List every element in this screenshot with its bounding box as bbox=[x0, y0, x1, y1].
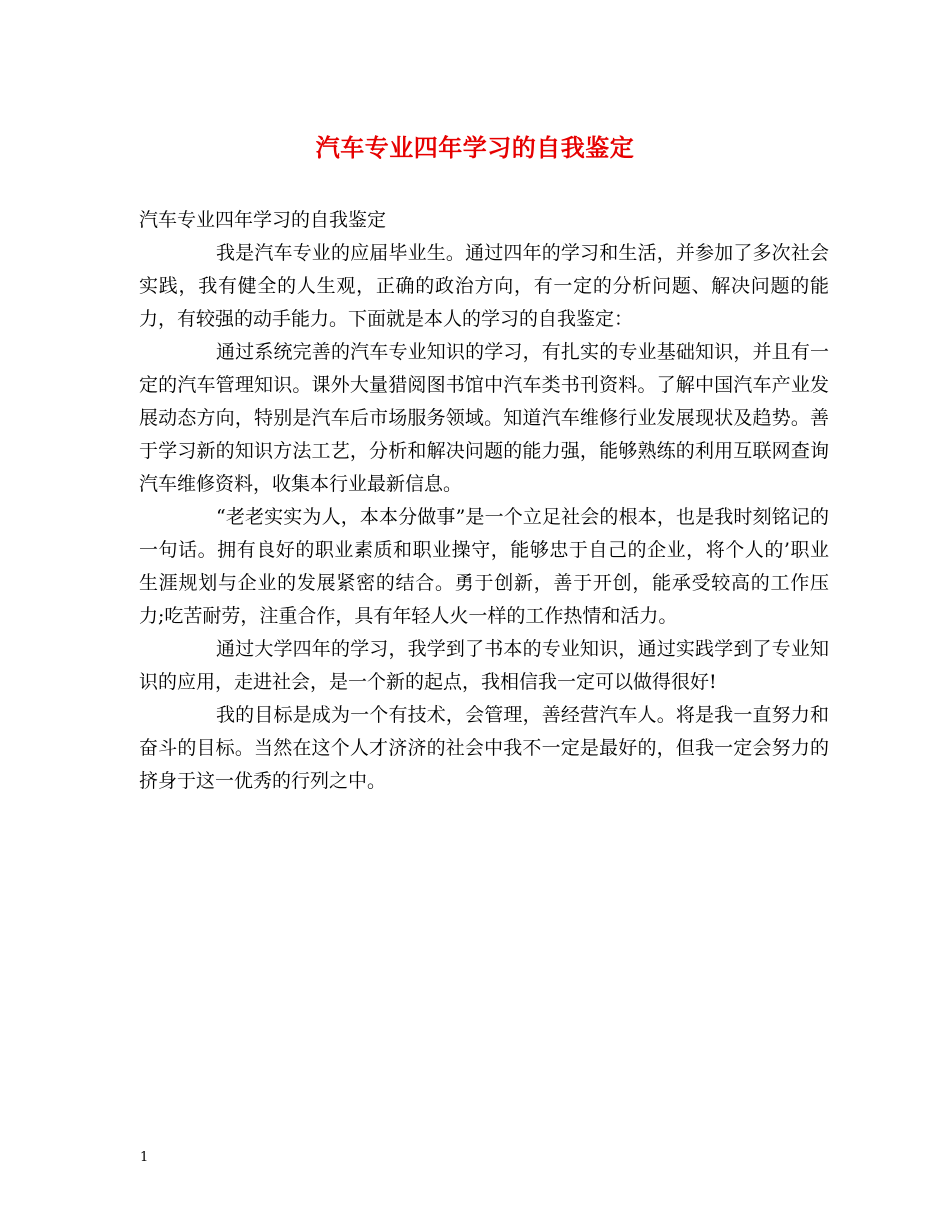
page-number: 1 bbox=[140, 1150, 149, 1165]
paragraph: “老老实实为人，本本分做事”是一个立足社会的根本，也是我时刻铭记的一句话。拥有良好的职业素质和职业操守，能够忠于自己的企业，将个人的’职业生涯规划与企业的发展紧密的结合。勇于创新，善于开创，能承受较高的工作压力;吃苦耐劳，注重合作，具有年轻人火一样的工作热情和活力。 bbox=[139, 506, 829, 627]
document-subtitle: 汽车专业四年学习的自我鉴定 bbox=[139, 209, 387, 231]
paragraph: 我的目标是成为一个有技术，会管理，善经营汽车人。将是我一直努力和奋斗的目标。当然在这个人才济济的社会中我不一定是最好的，但我一定会努力的挤身于这一优秀的行列之中。 bbox=[139, 704, 829, 792]
paragraph: 通过大学四年的学习，我学到了书本的专业知识，通过实践学到了专业知识的应用，走进社会，是一个新的起点，我相信我一定可以做得很好! bbox=[139, 638, 829, 693]
paragraph: 我是汽车专业的应届毕业生。通过四年的学习和生活，并参加了多次社会实践，我有健全的人生观，正确的政治方向，有一定的分析问题、解决问题的能力，有较强的动手能力。下面就是本人的学习的自我鉴定： bbox=[139, 242, 829, 330]
document-title: 汽车专业四年学习的自我鉴定 bbox=[315, 133, 635, 162]
paragraph: 通过系统完善的汽车专业知识的学习，有扎实的专业基础知识，并且有一定的汽车管理知识。课外大量猎阅图书馆中汽车类书刊资料。了解中国汽车产业发展动态方向，特别是汽车后市场服务领域。知道汽车维修行业发展现状及趋势。善于学习新的知识方法工艺，分析和解决问题的能力强，能够熟练的利用互联网查询汽车维修资料，收集本行业最新信息。 bbox=[139, 341, 829, 495]
document-body bbox=[139, 204, 829, 798]
